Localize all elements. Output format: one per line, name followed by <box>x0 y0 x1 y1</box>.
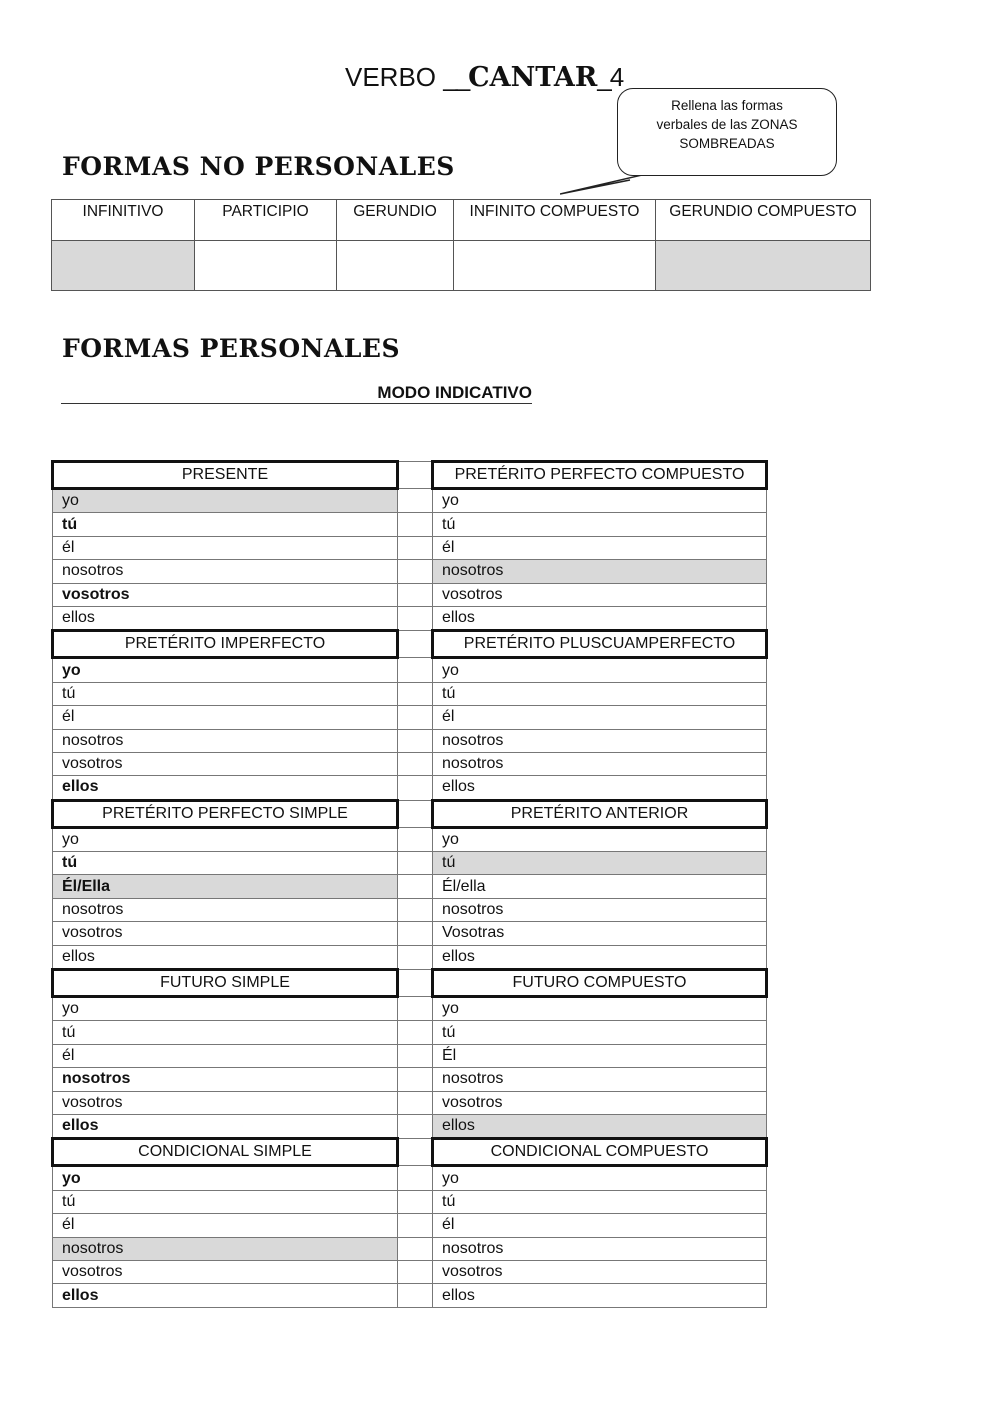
conjugation-cell[interactable]: ellos <box>53 606 398 630</box>
table-row <box>53 1284 767 1307</box>
gap-cell <box>398 1068 433 1091</box>
conjugation-cell[interactable]: vosotros <box>53 583 398 606</box>
participio-answer-cell[interactable] <box>195 241 337 291</box>
conjugation-cell[interactable]: ellos <box>433 776 767 800</box>
conjugation-cell[interactable]: nosotros <box>53 898 398 921</box>
table-row <box>53 776 767 800</box>
gap-cell <box>398 606 433 630</box>
conjugation-cell[interactable]: nosotros <box>433 752 767 775</box>
table-row <box>53 752 767 775</box>
gap-cell <box>398 752 433 775</box>
conjugation-cell[interactable]: él <box>53 1214 398 1237</box>
gap-cell <box>398 945 433 969</box>
conjugation-cell[interactable]: tú <box>53 513 398 536</box>
conjugation-cell[interactable]: ellos <box>53 1114 398 1138</box>
table-row <box>53 997 767 1021</box>
tense-title: PRETÉRITO PERFECTO SIMPLE <box>53 800 398 827</box>
conjugation-cell[interactable]: ellos <box>53 776 398 800</box>
table-row <box>53 658 767 682</box>
gap-cell <box>398 1260 433 1283</box>
gap-cell <box>398 489 433 513</box>
callout-line: verbales de las ZONAS <box>656 117 798 132</box>
title-verb: CANTAR <box>468 62 598 93</box>
conjugation-cell[interactable]: Él <box>433 1044 767 1067</box>
column-header: PARTICIPIO <box>195 200 337 241</box>
gap-cell <box>398 852 433 875</box>
conjugation-cell[interactable]: nosotros <box>53 560 398 583</box>
gap-cell <box>398 682 433 705</box>
gap-cell <box>398 658 433 682</box>
table-row <box>53 827 767 851</box>
no-personales-table <box>51 199 871 291</box>
column-header: INFINITO COMPUESTO <box>454 200 656 241</box>
gap-cell <box>398 583 433 606</box>
gap-cell <box>398 536 433 559</box>
table-row <box>53 583 767 606</box>
table-row <box>53 560 767 583</box>
conjugation-cell[interactable]: tú <box>433 1190 767 1213</box>
tense-header-row <box>53 970 767 997</box>
table-row <box>53 682 767 705</box>
title-number: 4 <box>609 62 625 92</box>
conjugation-cell[interactable]: nosotros <box>53 1237 398 1260</box>
conjugation-cell[interactable]: yo <box>53 827 398 851</box>
gap-cell <box>398 631 433 658</box>
callout-line: Rellena las formas <box>671 98 783 113</box>
tense-header-row <box>53 462 767 489</box>
conjugation-cell[interactable]: vosotros <box>433 583 767 606</box>
conjugation-cell[interactable]: tú <box>53 1190 398 1213</box>
title-blank-after: _ <box>597 62 610 92</box>
gap-cell <box>398 827 433 851</box>
conjugation-cell[interactable]: él <box>53 706 398 729</box>
gap-cell <box>398 875 433 898</box>
conjugation-cell[interactable]: yo <box>433 658 767 682</box>
gerundio-answer-cell[interactable] <box>337 241 454 291</box>
gap-cell <box>398 729 433 752</box>
conjugation-cell[interactable]: yo <box>53 658 398 682</box>
tense-title: PRETÉRITO PERFECTO COMPUESTO <box>433 462 767 489</box>
conjugation-cell[interactable]: él <box>53 536 398 559</box>
gap-cell <box>398 1139 433 1166</box>
conjugation-cell[interactable]: nosotros <box>433 1237 767 1260</box>
tense-title: PRESENTE <box>53 462 398 489</box>
conjugation-cell[interactable]: yo <box>433 489 767 513</box>
conjugation-cell[interactable]: yo <box>53 997 398 1021</box>
tense-title: FUTURO COMPUESTO <box>433 970 767 997</box>
conjugation-cell[interactable]: yo <box>433 827 767 851</box>
column-header: GERUNDIO COMPUESTO <box>656 200 871 241</box>
conjugation-cell[interactable]: yo <box>53 1166 398 1190</box>
gap-cell <box>398 1091 433 1114</box>
tense-header-row <box>53 1139 767 1166</box>
table-row <box>53 1237 767 1260</box>
conjugation-cell[interactable]: vosotros <box>53 922 398 945</box>
table-row <box>53 852 767 875</box>
table-row <box>53 1190 767 1213</box>
gap-cell <box>398 898 433 921</box>
table-row <box>53 1021 767 1044</box>
page-title <box>345 62 624 93</box>
gap-cell <box>398 776 433 800</box>
conjugation-cell[interactable]: Él/Ella <box>53 875 398 898</box>
conjugation-cell[interactable]: ellos <box>53 1284 398 1307</box>
personales-title: FORMAS PERSONALES <box>62 334 401 363</box>
gap-cell <box>398 1237 433 1260</box>
gap-cell <box>398 706 433 729</box>
table-row <box>53 536 767 559</box>
gap-cell <box>398 1284 433 1307</box>
conjugation-cell[interactable]: él <box>53 1044 398 1067</box>
table-row <box>53 606 767 630</box>
conjugation-cell[interactable]: tú <box>433 682 767 705</box>
conjugation-cell[interactable]: tú <box>433 1021 767 1044</box>
tense-title: PRETÉRITO PLUSCUAMPERFECTO <box>433 631 767 658</box>
table-row <box>53 489 767 513</box>
table-row <box>53 922 767 945</box>
gerundio-compuesto-answer-cell[interactable] <box>656 241 871 291</box>
tense-title: PRETÉRITO IMPERFECTO <box>53 631 398 658</box>
column-header: GERUNDIO <box>337 200 454 241</box>
table-row <box>53 945 767 969</box>
table-row <box>53 1114 767 1138</box>
conjugation-cell[interactable]: nosotros <box>433 1068 767 1091</box>
conjugation-cell[interactable]: yo <box>53 489 398 513</box>
gap-cell <box>398 1214 433 1237</box>
gap-cell <box>398 800 433 827</box>
conjugation-cell[interactable]: vosotros <box>433 1091 767 1114</box>
conjugation-cell[interactable]: Vosotras <box>433 922 767 945</box>
conjugation-cell[interactable]: yo <box>433 1166 767 1190</box>
tense-title: PRETÉRITO ANTERIOR <box>433 800 767 827</box>
conjugation-cell[interactable]: tú <box>433 513 767 536</box>
gap-cell <box>398 970 433 997</box>
tense-title: FUTURO SIMPLE <box>53 970 398 997</box>
tense-title: CONDICIONAL COMPUESTO <box>433 1139 767 1166</box>
table-row <box>53 513 767 536</box>
conjugation-cell[interactable]: ellos <box>433 606 767 630</box>
gap-cell <box>398 560 433 583</box>
conjugation-cell[interactable]: tú <box>53 1021 398 1044</box>
gap-cell <box>398 922 433 945</box>
conjugation-cell[interactable]: nosotros <box>53 729 398 752</box>
table-row <box>53 1214 767 1237</box>
conjugation-cell[interactable]: tú <box>53 852 398 875</box>
instruction-callout <box>617 88 837 176</box>
tense-header-row <box>53 800 767 827</box>
gap-cell <box>398 997 433 1021</box>
table-row <box>53 1044 767 1067</box>
conjugation-cell[interactable]: vosotros <box>53 1260 398 1283</box>
conjugation-cell[interactable]: vosotros <box>53 1091 398 1114</box>
table-row <box>53 875 767 898</box>
conjugation-cell[interactable]: nosotros <box>433 560 767 583</box>
gap-cell <box>398 462 433 489</box>
title-prefix: VERBO <box>345 62 444 92</box>
gap-cell <box>398 1166 433 1190</box>
title-blank-before: __ <box>443 62 469 92</box>
column-header: INFINITIVO <box>52 200 195 241</box>
infinitivo-compuesto-answer-cell[interactable] <box>454 241 656 291</box>
conjugation-cell[interactable]: nosotros <box>433 898 767 921</box>
conjugation-cell[interactable]: él <box>433 1214 767 1237</box>
modo-indicativo-heading: MODO INDICATIVO <box>61 383 532 404</box>
table-row <box>53 729 767 752</box>
conjugation-cell[interactable]: tú <box>433 852 767 875</box>
table-row <box>53 706 767 729</box>
table-row <box>53 1068 767 1091</box>
gap-cell <box>398 513 433 536</box>
no-personales-title: FORMAS NO PERSONALES <box>62 152 455 181</box>
callout-line: SOMBREADAS <box>679 136 775 151</box>
table-row <box>53 898 767 921</box>
conjugation-cell[interactable]: vosotros <box>53 752 398 775</box>
conjugation-cell[interactable]: ellos <box>433 945 767 969</box>
conjugation-cell[interactable]: ellos <box>433 1284 767 1307</box>
tense-header-row <box>53 631 767 658</box>
table-row <box>53 1166 767 1190</box>
gap-cell <box>398 1114 433 1138</box>
conjugation-cell[interactable]: nosotros <box>433 729 767 752</box>
gap-cell <box>398 1021 433 1044</box>
gap-cell <box>398 1044 433 1067</box>
conjugation-cell[interactable]: vosotros <box>433 1260 767 1283</box>
conjugation-cell[interactable]: ellos <box>53 945 398 969</box>
conjugation-grid <box>51 460 768 1308</box>
conjugation-cell[interactable]: ellos <box>433 1114 767 1138</box>
conjugation-cell[interactable]: él <box>433 536 767 559</box>
infinitivo-answer-cell[interactable] <box>52 241 195 291</box>
conjugation-cell[interactable]: nosotros <box>53 1068 398 1091</box>
conjugation-cell[interactable]: Él/ella <box>433 875 767 898</box>
conjugation-cell[interactable]: tú <box>53 682 398 705</box>
table-row <box>53 1260 767 1283</box>
table-row <box>53 1091 767 1114</box>
gap-cell <box>398 1190 433 1213</box>
conjugation-cell[interactable]: él <box>433 706 767 729</box>
tense-title: CONDICIONAL SIMPLE <box>53 1139 398 1166</box>
conjugation-cell[interactable]: yo <box>433 997 767 1021</box>
